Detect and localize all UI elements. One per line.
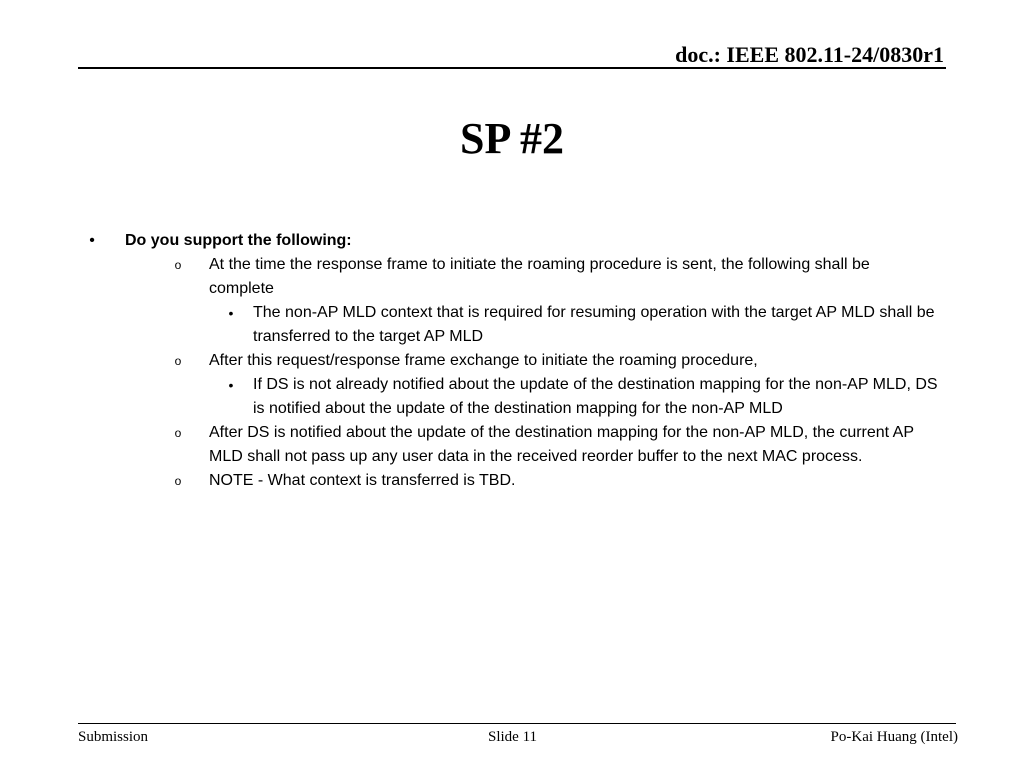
bullet-marker: • <box>228 305 234 321</box>
list-item-text: At the time the response frame to initiate the roaming procedure is sent, the following shall be complete <box>209 256 870 297</box>
bullet-marker: • <box>89 232 95 249</box>
document-id: doc.: IEEE 802.11-24/0830r1 <box>675 42 944 67</box>
list-item <box>0 229 1024 253</box>
list-item-text: The non-AP MLD context that is required for resuming operation with the target AP MLD shall be transferred to the target AP MLD <box>253 304 935 345</box>
list-item <box>0 421 1024 469</box>
bullet-marker: o <box>174 426 182 440</box>
bullet-marker: o <box>174 354 182 368</box>
list-item-text: After this request/response frame exchange to initiate the roaming procedure, <box>209 352 758 369</box>
header-divider <box>78 67 946 69</box>
list-item-text: After DS is notified about the update of the destination mapping for the non-AP MLD, the current AP MLD shall not pass up any user data in the received reorder buffer to the next MAC process. <box>209 424 914 465</box>
footer-divider <box>78 723 956 724</box>
list-item <box>0 469 1024 493</box>
slide-title: SP #2 <box>460 114 564 163</box>
bullet-marker: o <box>174 258 182 272</box>
footer-author: Po-Kai Huang (Intel) <box>830 729 958 745</box>
list-item-text: NOTE - What context is transferred is TBD. <box>209 472 516 489</box>
list-item <box>0 349 1024 373</box>
list-item-text: If DS is not already notified about the update of the destination mapping for the non-AP MLD, DS is notified about the update of the destination mapping for the non-AP MLD <box>253 376 938 417</box>
list-item <box>0 301 1024 349</box>
bullet-marker: • <box>228 377 234 393</box>
bullet-list <box>0 229 1024 493</box>
list-item-text: Do you support the following: <box>125 232 352 249</box>
bullet-marker: o <box>174 474 182 488</box>
footer-submission: Submission <box>78 729 149 745</box>
list-item <box>0 373 1024 421</box>
footer-slide-number: Slide 11 <box>488 729 538 745</box>
list-item <box>0 253 1024 301</box>
